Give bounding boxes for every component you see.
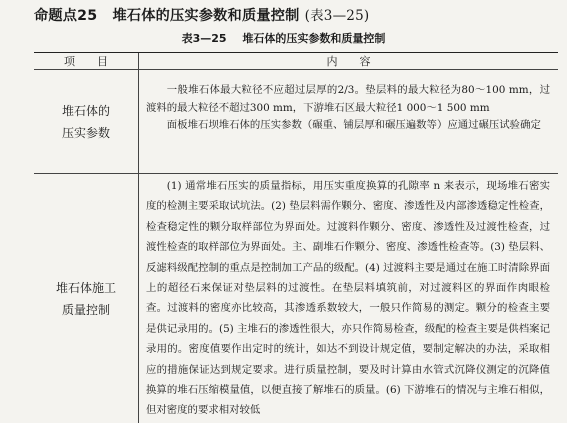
heading-table-ref: (表3—25) xyxy=(304,8,370,24)
item-name-line: 质量控制 xyxy=(61,302,110,317)
parameters-table xyxy=(34,52,558,422)
content-paragraph: 面板堆石坝堆石体的压实参数（碾重、铺层厚和碾压遍数等）应通过碾压试验确定 xyxy=(166,119,541,131)
item-name-line: 压实参数 xyxy=(61,125,110,140)
table-header-row xyxy=(34,53,558,70)
heading-title: 堆石体的压实参数和质量控制 xyxy=(112,8,300,24)
item-name xyxy=(62,100,110,144)
table-caption xyxy=(0,30,567,46)
item-cell xyxy=(34,174,139,423)
content-text xyxy=(146,176,550,423)
header-cell-item xyxy=(34,53,139,69)
content-cell xyxy=(139,174,558,423)
header-cell-content xyxy=(139,53,558,69)
heading-label: 命题点25 xyxy=(34,8,98,24)
table-row xyxy=(34,70,558,174)
item-name xyxy=(56,277,116,321)
caption-title: 堆石体的压实参数和质量控制 xyxy=(242,32,386,45)
content-cell xyxy=(139,70,558,173)
item-name-line: 堆石体的 xyxy=(61,103,110,118)
header-content-label: 内容 xyxy=(326,55,393,68)
section-heading xyxy=(34,4,369,25)
content-paragraph: 一般堆石体最大粒径不应超过层厚的2/3。垫层料的最大粒径为80～100 mm，过渡料的最大粒径不超过300 mm，下游堆石区最大粒径1 000～1 500 mm xyxy=(146,84,550,114)
content-paragraph: (1) 通常堆石压实的质量指标，用压实重度换算的孔隙率 n 来表示，现场堆石密实度的检测主要采取试坑法。(2) 垫层料需作颗分、密度、渗透性及内部渗透稳定性检查，检查稳定性的颗分取样部位为界面处。过渡料作颗分、密度、渗透性及过渡性检查，过渡性检查的取样部位为界面处。主、副堆石作颗分、密度、渗透性检查等。(3) 垫层料、反滤料级配控制的重点是控制加工产品的级配。(4) 过渡料主要是通过在施工时清除界面上的超径石来保证对垫层料的过渡性。在垫层料填筑前，对过渡料区的界面作肉眼检查。过渡料的密度亦比较高，其渗透系数较大，一般只作简易的测定。颗分的检查主要是供记录用的。(5) 主堆石的渗透性很大，亦只作简易检查，级配的检查主要是供档案记录用的。密度值要作出定时的统计，如达不到设计规定值，要制定解决的办法，采取相应的措施保证达到规定要求。进行质量控制，要及时计算由水管式沉降仪测定的沉降值换算的堆石压缩模量值，以便直接了解堆石的质量。(6) 下游堆石的情况与主堆石相似，但对密度的要求相对较低 xyxy=(146,180,550,417)
content-text xyxy=(146,82,550,135)
table-row xyxy=(34,174,558,423)
item-cell xyxy=(34,70,139,173)
item-name-line: 堆石体施工 xyxy=(55,280,116,295)
header-item-label: 项目 xyxy=(64,55,130,68)
caption-number: 表3—25 xyxy=(181,32,227,45)
